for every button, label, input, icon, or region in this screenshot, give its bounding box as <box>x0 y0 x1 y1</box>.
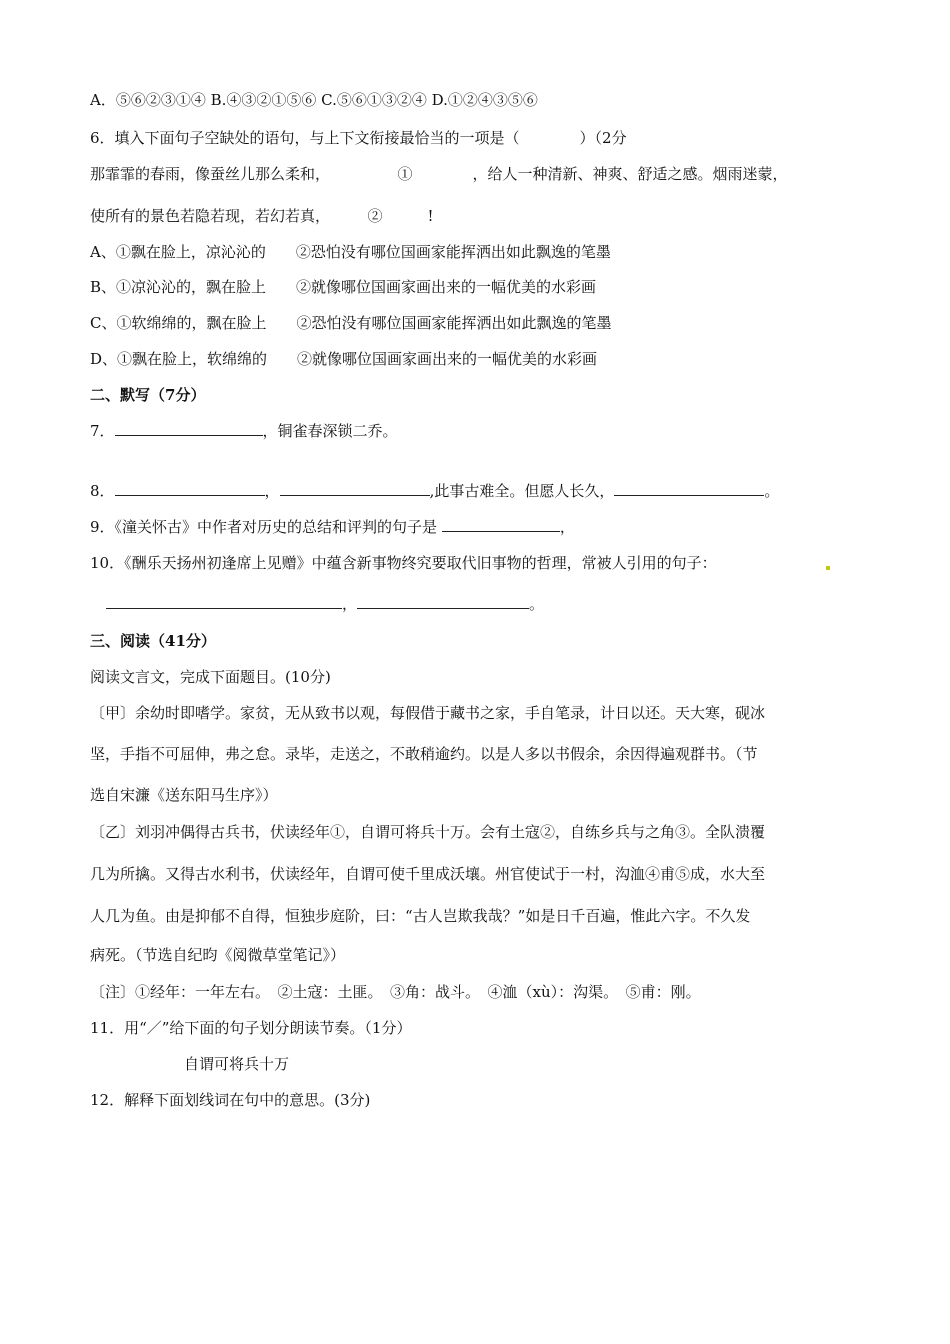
q10-blank-1 <box>106 594 342 609</box>
q9-blank <box>442 517 560 532</box>
passage-jia-line1: 〔甲〕余幼时即嗜学。家贫，无从致书以观，每假借于藏书之家，手自笔录，计日以还。天大寒，砚冰 <box>90 704 766 722</box>
passage-yi-line2: 几为所擒。又得古水利书，伏读经年，自谓可使千里成沃壤。州官使试于一村，沟洫④甫⑤成，水大至 <box>90 865 766 883</box>
q12-stem: 12．解释下面划线词在句中的意思。(3分) <box>90 1091 371 1109</box>
yellow-mark <box>826 566 830 570</box>
passage-jia-line2: 坚，手指不可屈伸，弗之怠。录毕，走送之，不敢稍逾约。以是人多以书假余，余因得遍观群书。（节 <box>90 745 758 763</box>
q7-number: 7． <box>90 422 115 440</box>
q8-blank-2 <box>280 481 430 496</box>
passage-yi-line3: 人几为鱼。由是抑郁不自得，恒独步庭阶，曰：“古人岂欺我哉？”如是日千百遍，惟此六字。不久发 <box>90 907 751 925</box>
q6-choice-b: B、①凉沁沁的，飘在脸上 ②就像哪位国画家画出来的一幅优美的水彩画 <box>90 278 597 296</box>
section2-title: 二、默写（7分） <box>90 386 206 404</box>
q10-sep: ， <box>342 595 358 613</box>
q6-passage-line2: 使所有的景色若隐若现，若幻若真， ② ! <box>90 207 434 225</box>
q9-text: 9．《潼关怀古》中作者对历史的总结和评判的句子是 <box>90 518 442 536</box>
q10-text: 10．《酬乐天扬州初逢席上见赠》中蕴含新事物终究要取代旧事物的哲理，常被人引用的句子： <box>90 554 717 572</box>
q8-blank-1 <box>115 481 265 496</box>
q8-number: 8． <box>90 482 115 500</box>
q6-choice-c: C、①软绵绵的，飘在脸上 ②恐怕没有哪位国画家能挥洒出如此飘逸的笔墨 <box>90 314 612 332</box>
q11-sentence: 自谓可将兵十万 <box>184 1055 290 1073</box>
q8-text: ,此事古难全。但愿人长久， <box>429 482 615 500</box>
q10-answer-line <box>106 594 544 614</box>
reading-intro: 阅读文言文，完成下面题目。(10分) <box>90 668 331 686</box>
q6-passage-line1: 那霏霏的春雨，像蚕丝儿那么柔和， ① ，给人一种清新、神爽、舒适之感。烟雨迷蒙， <box>90 165 788 183</box>
q6-choice-a: A、①飘在脸上，凉沁沁的 ②恐怕没有哪位国画家能挥洒出如此飘逸的笔墨 <box>90 243 611 261</box>
q9-end: ， <box>559 518 575 536</box>
q6-choice-d: D、①飘在脸上，软绵绵的 ②就像哪位国画家画出来的一幅优美的水彩画 <box>90 350 598 368</box>
annotation-note: 〔注〕①经年：一年左右。 ②土寇：土匪。 ③角：战斗。 ④洫（xù）：沟渠。 ⑤甫：刚。 <box>90 983 701 1001</box>
q10-end: 。 <box>529 595 545 613</box>
q7-blank <box>115 421 263 436</box>
q7-line <box>90 421 398 441</box>
q8-blank-3 <box>614 481 764 496</box>
q8-end: 。 <box>764 482 780 500</box>
q8-sep: ， <box>264 482 280 500</box>
q7-text: ，铜雀春深锁二乔。 <box>262 422 398 440</box>
passage-yi-line4: 病死。（节选自纪昀《阅微草堂笔记》） <box>90 946 346 964</box>
q8-line <box>90 481 779 501</box>
q5-options: A．⑤⑥②③①④ B.④③②①⑤⑥ C.⑤⑥①③②④ D.①②④③⑤⑥ <box>90 91 538 109</box>
q6-stem: 6．填入下面句子空缺处的语句，与上下文衔接最恰当的一项是（ ）（2分 <box>90 129 627 147</box>
passage-yi-line1: 〔乙〕刘羽冲偶得古兵书，伏读经年①，自谓可将兵十万。会有土寇②，自练乡兵与之角③。全队溃覆 <box>90 823 766 841</box>
section3-title: 三、阅读（41分） <box>90 632 216 650</box>
q9-line <box>90 517 575 537</box>
q11-stem: 11．用“／”给下面的句子划分朗读节奏。（1分） <box>90 1019 412 1037</box>
q10-blank-2 <box>357 594 529 609</box>
passage-jia-line3: 选自宋濂《送东阳马生序》） <box>90 786 278 804</box>
